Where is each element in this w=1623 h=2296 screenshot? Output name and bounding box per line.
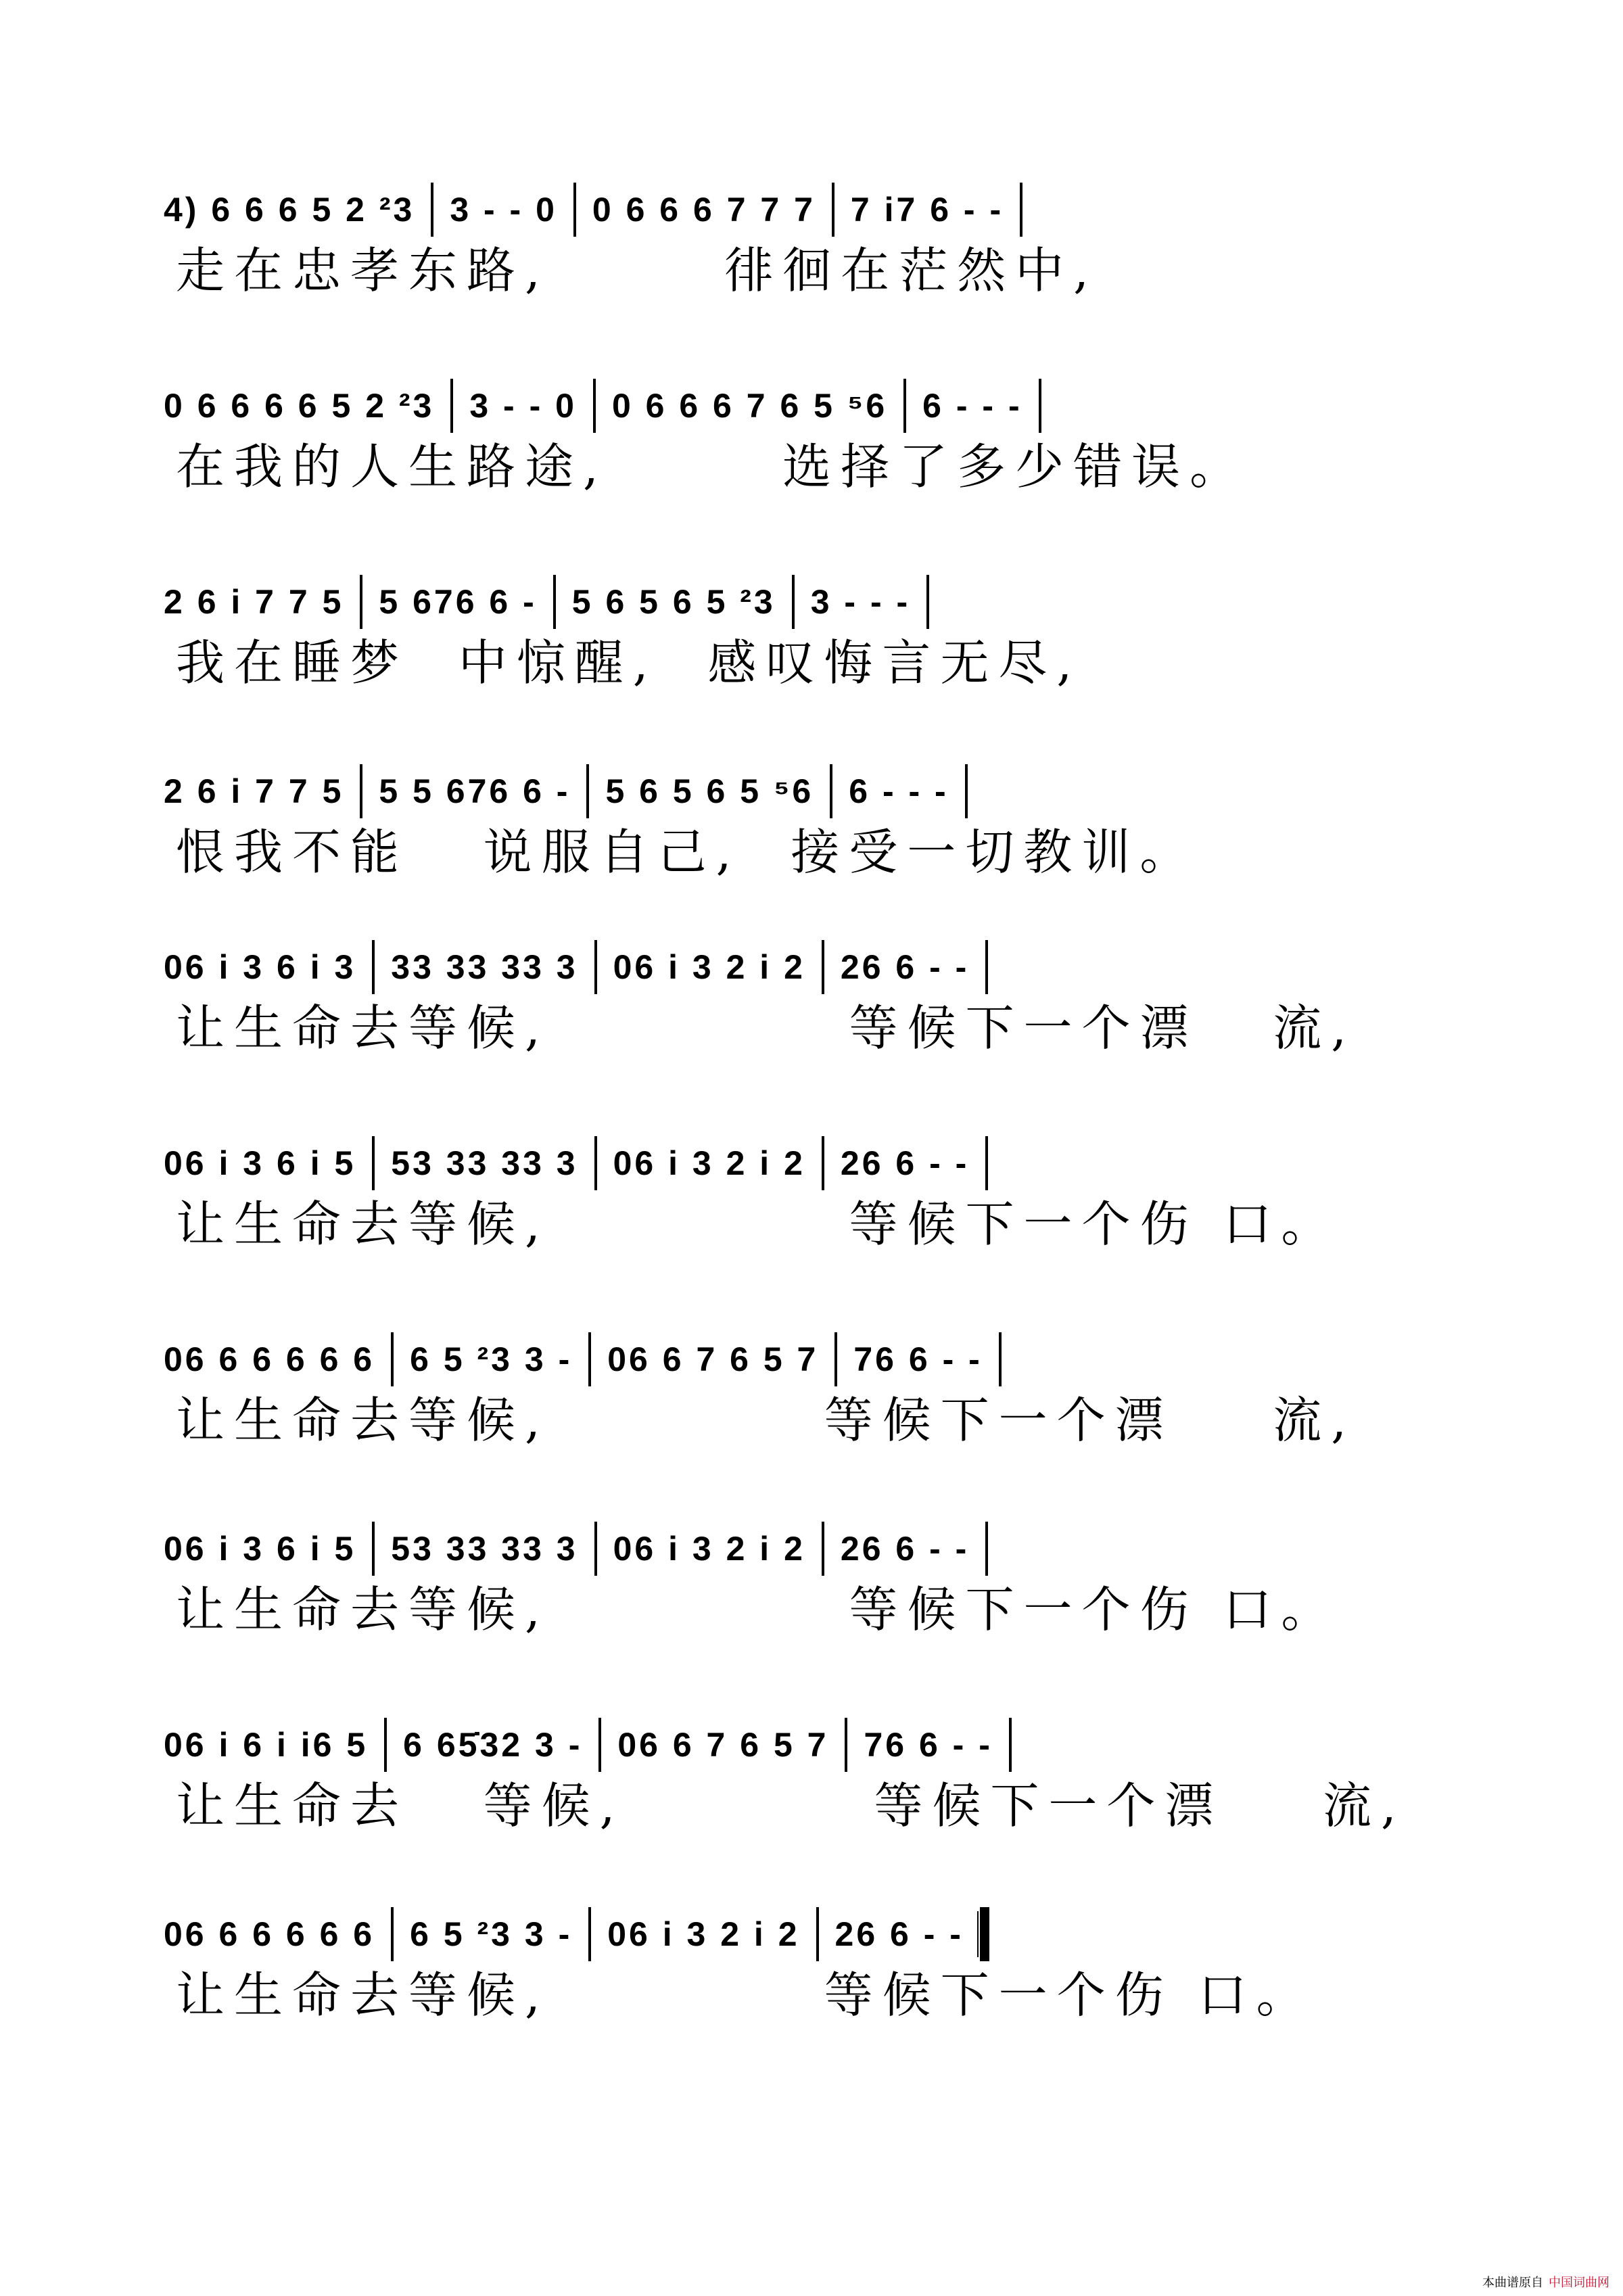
lyrics-line: 让生命去等候, 等候下一个伤 口。 <box>176 1581 1340 1638</box>
barline <box>360 764 362 818</box>
measure: 26 6 - - <box>840 948 970 986</box>
measure: 6 65̇32 3 - <box>403 1726 583 1764</box>
measure: 6 - - - <box>849 772 949 810</box>
barline <box>588 1907 591 1961</box>
barline <box>553 575 556 629</box>
barline <box>926 575 929 629</box>
barline <box>834 1332 837 1386</box>
measure: 06 i 6 i i6 5 <box>164 1726 369 1764</box>
barline <box>391 1907 394 1961</box>
score-system <box>149 1691 1488 1840</box>
measure: 06 6 6 6 6 6 <box>164 1340 375 1378</box>
lyrics-line: 让生命去 等候, 等候下一个漂 流, <box>176 1777 1406 1834</box>
barline <box>845 1718 847 1772</box>
barline <box>980 1907 989 1961</box>
barline <box>391 1332 394 1386</box>
measure: 06 i 3 6 i 5 <box>164 1530 356 1568</box>
lyrics-line: 让生命去等候, 等候下一个伤 口。 <box>176 1967 1315 2023</box>
measure: 3 - - 0 <box>450 191 557 229</box>
notation-line <box>149 1880 1488 1961</box>
measure: 5 6 5 6 5 ⁵6 <box>605 772 814 810</box>
notation-line <box>149 548 1488 629</box>
measure: 06 i 3 2 i 2 <box>613 1144 805 1182</box>
measure: 0 6 6 6 7 7 7 <box>592 191 816 229</box>
barline <box>594 1136 597 1190</box>
measure: 33 33 33 3 <box>391 948 578 986</box>
lyrics-line: 我在睡梦 中惊醒, 感叹悔言无尽, <box>176 634 1082 691</box>
notation-line <box>149 1305 1488 1386</box>
score-system <box>149 1109 1488 1258</box>
measure: 6 5 ²3 3 - <box>410 1340 573 1378</box>
measure: 0 6 6 6 6 5 2 ²3 <box>164 387 435 425</box>
barline <box>598 1718 601 1772</box>
barline <box>830 764 832 818</box>
barline <box>372 940 375 994</box>
notation-line <box>149 352 1488 433</box>
notation-line <box>149 1495 1488 1576</box>
barline <box>594 1522 597 1576</box>
barline <box>450 379 453 433</box>
measure: 0 6 6 6 7 6 5 ⁵6 <box>611 387 888 425</box>
footer <box>1482 2273 1609 2291</box>
score-system <box>149 548 1488 697</box>
measure: 06 6 7 6 5 7 <box>617 1726 829 1764</box>
score-system <box>149 1880 1488 2029</box>
notation-line <box>149 1109 1488 1190</box>
score-system <box>149 156 1488 304</box>
barline <box>985 1522 988 1576</box>
barline <box>360 575 362 629</box>
lyrics-line: 让生命去等候, 等候下一个漂 流, <box>176 1392 1357 1449</box>
barline <box>372 1136 375 1190</box>
measure: 06 6 7 6 5 7 <box>607 1340 819 1378</box>
lyrics-line: 走在忠孝东路, 徘徊在茫然中, <box>176 242 1098 299</box>
notation-line <box>149 1691 1488 1772</box>
notation-line <box>149 913 1488 994</box>
barline <box>594 940 597 994</box>
score-system <box>149 913 1488 1062</box>
lyrics-line: 让生命去等候, 等候下一个漂 流, <box>176 1000 1357 1056</box>
barline <box>985 940 988 994</box>
footer-site[interactable]: 中国词曲网 <box>1549 2276 1609 2290</box>
measure: 06 i 3 6 i 5 <box>164 1144 356 1182</box>
lyrics-line: 恨我不能 说服自己, 接受一切教训。 <box>176 824 1198 881</box>
barline <box>965 764 968 818</box>
barline <box>1020 183 1022 237</box>
barline <box>586 764 589 818</box>
measure: 06 i 3 2 i 2 <box>613 1530 805 1568</box>
measure: 3 - - 0 <box>469 387 577 425</box>
measure: 26 6 - - <box>840 1530 970 1568</box>
measure: 26 6 - - <box>840 1144 970 1182</box>
footer-source: 本曲谱原自 <box>1482 2276 1543 2290</box>
barline <box>573 183 576 237</box>
barline <box>816 1907 819 1961</box>
measure: 06 i 3 6 i 3 <box>164 948 356 986</box>
score-system <box>149 1495 1488 1643</box>
measure: 76 6 - - <box>853 1340 983 1378</box>
lyrics-line: 让生命去等候, 等候下一个伤 口。 <box>176 1196 1340 1252</box>
notation-line <box>149 156 1488 237</box>
measure: 7 i7 6 - - <box>850 191 1004 229</box>
measure: 2 6 i 7 7 5 <box>164 772 344 810</box>
score-system <box>149 737 1488 886</box>
barline <box>372 1522 375 1576</box>
score-system <box>149 1305 1488 1454</box>
measure: 06 i 3 2 i 2 <box>607 1915 800 1953</box>
measure: 06 6 6 6 6 6 <box>164 1915 375 1953</box>
notation-line <box>149 737 1488 818</box>
measure: 5 676 6 - <box>379 583 537 621</box>
measure: 53 33 33 3 <box>391 1530 578 1568</box>
measure: 76 6 - - <box>864 1726 993 1764</box>
barline <box>985 1136 988 1190</box>
barline <box>588 1332 591 1386</box>
measure: 26 6 - - <box>834 1915 964 1953</box>
measure: 4) 6 6 6 5 2 ²3 <box>164 191 415 229</box>
measure: 5 5 676 6 - <box>379 772 571 810</box>
barline <box>832 183 834 237</box>
barline <box>384 1718 387 1772</box>
barline <box>999 1332 1002 1386</box>
barline <box>1039 379 1041 433</box>
measure: 6 - - - <box>922 387 1022 425</box>
barline <box>822 1522 824 1576</box>
barline <box>431 183 433 237</box>
measure: 53 33 33 3 <box>391 1144 578 1182</box>
measure: 2 6 i 7 7 5 <box>164 583 344 621</box>
score-system <box>149 352 1488 500</box>
barline <box>822 1136 824 1190</box>
barline <box>1009 1718 1012 1772</box>
measure: 6 5 ²3 3 - <box>410 1915 573 1953</box>
barline <box>593 379 596 433</box>
barline <box>792 575 795 629</box>
measure: 3 - - - <box>810 583 911 621</box>
lyrics-line: 在我的人生路途, 选择了多少错误。 <box>176 438 1248 495</box>
barline <box>822 940 824 994</box>
measure: 06 i 3 2 i 2 <box>613 948 805 986</box>
barline <box>903 379 906 433</box>
measure: 5 6 5 6 5 ²3 <box>571 583 776 621</box>
